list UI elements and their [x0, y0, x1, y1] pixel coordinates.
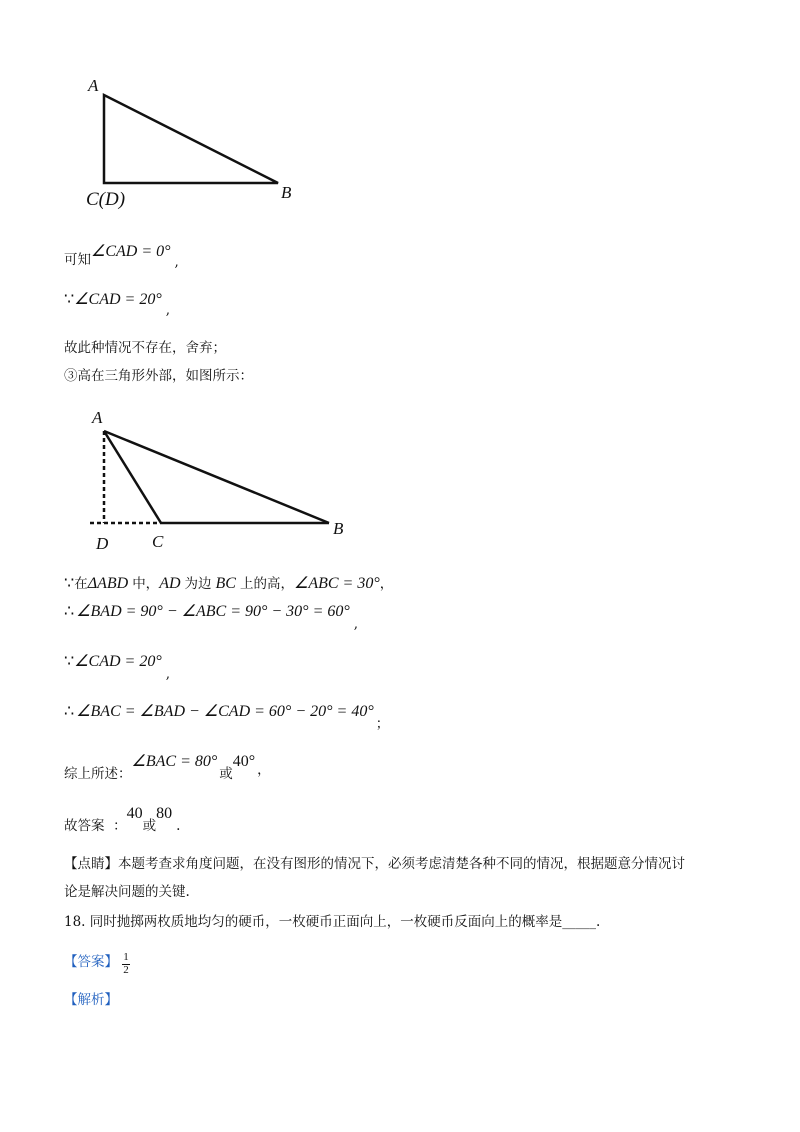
fig1-label-cd: C(D): [86, 189, 126, 210]
math-cad-twenty: ∠CAD = 20°: [74, 291, 162, 308]
line-answer-summary: [64, 805, 181, 834]
fraction-denominator: 2: [123, 963, 129, 976]
side-ab: [104, 431, 329, 523]
fig2-label-a: A: [92, 408, 103, 427]
analysis-tag: 【解析】: [64, 992, 118, 1008]
comment-line-1: [64, 858, 685, 872]
answer-line: [64, 952, 130, 976]
because-symbol: ∵: [64, 575, 75, 592]
therefore-symbol: ∴: [64, 703, 75, 720]
comma: ,: [353, 616, 359, 632]
line-bac: [64, 703, 390, 732]
math-eighty: 80: [156, 805, 173, 822]
line-bad: [64, 603, 359, 632]
period: .: [176, 818, 181, 834]
fraction-numerator: 1: [123, 951, 129, 963]
fraction-half: [122, 952, 130, 976]
line-case-three: ③高在三角形外部，如图所示：: [64, 368, 253, 384]
fig2-label-d: D: [96, 534, 109, 553]
fig1-label-a: A: [88, 76, 99, 95]
semicolon: ；: [375, 716, 390, 732]
line-given-abd: [64, 576, 393, 592]
comment-tag: 【点睛】: [64, 856, 118, 872]
math-bc: BC: [215, 575, 236, 592]
text-gudaan: 故答案 ：: [64, 818, 127, 834]
fig1-label-b: B: [281, 183, 292, 202]
text-zongshang: 综上所述：: [64, 766, 132, 782]
comma: ,: [165, 302, 171, 318]
math-cad-twenty: ∠CAD = 20°: [74, 653, 162, 670]
math-cad-zero: ∠CAD = 0°: [91, 243, 171, 260]
comma: ，: [257, 762, 271, 778]
math-forty: 40: [126, 805, 143, 822]
math-ad: AD: [159, 575, 181, 592]
line-discard: 故此种情况不存在，舍弃；: [64, 340, 226, 356]
answer-tag: 【答案】: [64, 953, 118, 970]
comma: ,: [174, 254, 179, 270]
math-abc-thirty: ∠ABC = 30°: [293, 575, 380, 592]
side-ac: [104, 431, 161, 523]
text-huo: 或: [219, 766, 233, 782]
fig2-label-b: B: [333, 519, 344, 538]
text-kezhi: 可知: [64, 252, 91, 268]
line-summary: [64, 753, 271, 782]
comment-line-2: 论是解决问题的关键.: [64, 884, 190, 900]
line-cad-twenty-2: [64, 653, 171, 682]
because-symbol: ∵: [64, 653, 75, 670]
comma: ，: [379, 576, 394, 592]
therefore-symbol: ∴: [64, 603, 75, 620]
comma: ,: [165, 666, 171, 682]
because-symbol: ∵: [64, 291, 75, 308]
math-forty-deg: 40°: [232, 753, 256, 770]
math-bac-forty: ∠BAC = ∠BAD − ∠CAD = 60° − 20° = 40°: [76, 703, 374, 720]
text-huo: 或: [142, 818, 157, 834]
math-bad-sixty: ∠BAD = 90° − ∠ABC = 90° − 30° = 60°: [76, 603, 350, 620]
text-shangdegao: 上的高，: [239, 576, 294, 592]
math-bac-eighty: ∠BAC = 80°: [131, 753, 218, 770]
text-weibian: 为边: [184, 576, 212, 592]
fig2-label-c: C: [152, 532, 164, 551]
text-zai: 在: [74, 576, 88, 592]
question-18: 18. 同时抛掷两枚质地均匀的硬币，一枚硬币正面向上，一枚硬币反面向上的概率是_____.: [64, 914, 601, 930]
math-triangle-abd: ΔABD: [87, 575, 129, 592]
comment-text-1: 本题考查求角度问题，在没有图形的情况下，必须考虑清楚各种不同的情况，根据题意分情况讨: [118, 856, 685, 872]
text-zhong: 中，: [132, 576, 160, 592]
